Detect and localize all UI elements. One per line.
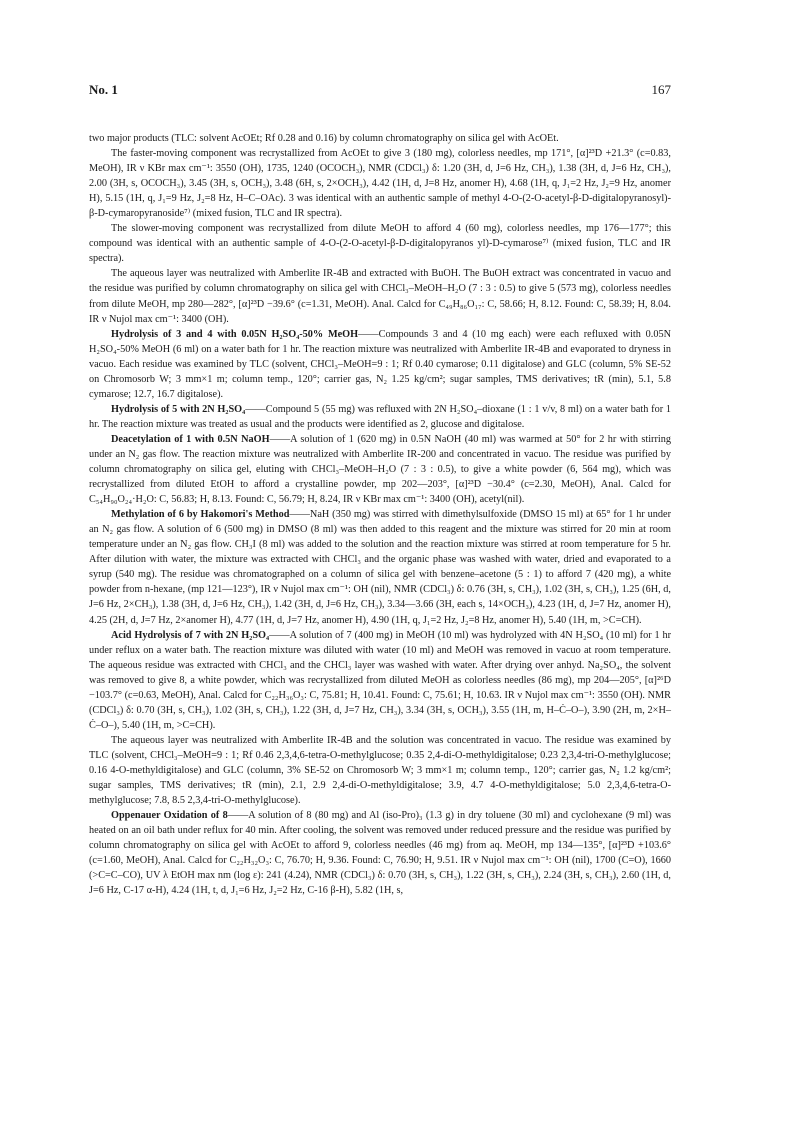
paragraph-text: two major products (TLC: solvent AcOEt; Rf 0.28 and 0.16) by column chromatography on silica gel with AcOEt. [89,133,559,144]
paragraph-heading: Hydrolysis of 3 and 4 with 0.05N H₂SO₄-50% MeOH [111,328,359,340]
paragraph-text: The aqueous layer was neutralized with Amberlite IR-4B and the solution was concentrated in vacuo. The residue was examined by TLC (solvent, CHCl₃–MeOH=9 : 1; Rf 0.46 2,3,4,6-tetra-O-methylglucose; 0.35 2,4-di-O-methyldigitalose; 0.23 2,3,4-tri-O-methylglucose; 0.16 4-O-methyldigitalose) and GLC (column, 3% SE-52 on Chromosorb W; 3 mm×1 m; column temp., 120°; carrier gas, N₂ 1.2 kg/cm²; sugar samples, TMS derivatives; tR (min), 2.1, 2.9 2,4-di-O-methyldigitalose; 3.9, 4.7 4-O-methyldigitalose; 5.0 2,3,4,6-tetra-O-methylglucose; 7.8, 8.5 2,3,4-tri-O-methylglucose). [89,734,671,807]
paragraph-text: ——NaH (350 mg) was stirred with dimethylsulfoxide (DMSO 15 ml) at 65° for 1 hr under an N₂ gas flow. A solution of 6 (500 mg) in DMSO (8 ml) was then added to this reagent and the mixture was stirred for 20 min at room temperature under an N₂ gas flow. CH₃I (8 ml) was added to the solution and the reaction mixture was stirred at room temperature for 5 hr. After dilution with water, the mixture was extracted with CHCl₃ and the organic phase was washed with water, dried and evaporated to a syrup (540 mg). The residue was chromatographed on a column of silica gel with benzene–acetone (5 : 1) to afford 7 (420 mg), a white powder from n-hexane, (mp 121—123°), IR ν Nujol max cm⁻¹: OH (nil), NMR (CDCl₃) δ: 0.76 (3H, s, CH₃), 1.02 (3H, s, CH₃), 1.25 (6H, d, J=6 Hz, 2×CH₃), 1.38 (3H, d, J=6 Hz, CH₃), 1.42 (3H, d, J=6 Hz, CH₃), 3.34—3.66 (3H, each s, 14×OCH₃), 4.23 (1H, d, J=7 Hz, anomer H), 4.25 (2H, d, J=7 Hz, 2×anomer H), 4.77 (1H, d, J=7 Hz, anomer H), 4.90 (1H, q, J₁=2 Hz, J₂=8 Hz, anomer H), 5.40 (1H, m, >C=CH). [89,509,671,626]
running-head [89,82,671,100]
paragraph [89,808,671,898]
experimental-body-text [89,131,671,898]
paragraph-text: The aqueous layer was neutralized with Amberlite IR-4B and extracted with BuOH. The BuOH extract was concentrated in vacuo and the residue was purified by column chromatography on silica gel with CHCl₃–MeOH–H₂O (7 : 3 : 0.5) to give 5 (573 mg), colorless needles from dilute MeOH, mp 280—282°, [α]²³D −39.6° (c=1.31, MeOH). Anal. Calcd for C₄₉H₈₆O₁₇: C, 58.66; H, 8.12. Found: C, 58.39; H, 8.04. IR ν Nujol max cm⁻¹: 3400 (OH). [89,268,671,325]
paragraph [89,432,671,507]
paragraph [89,733,671,808]
paragraph-heading: Methylation of 6 by Hakomori's Method [111,509,290,521]
paragraph-heading: Oppenauer Oxidation of 8 [111,810,228,822]
paragraph-heading: Hydrolysis of 5 with 2N H₂SO₄ [111,403,246,415]
page-number: 167 [651,82,671,97]
paragraph [89,131,671,146]
paragraph [89,266,671,326]
paragraph [89,146,671,221]
paragraph [89,628,671,733]
paragraph-heading: Acid Hydrolysis of 7 with 2N H₂SO₄ [111,629,270,641]
paragraph [89,327,671,402]
paragraph-text: ——A solution of 8 (80 mg) and Al (iso-Pro)₃ (1.3 g) in dry toluene (30 ml) and cyclohexane (9 ml) was heated on an oil bath under reflux for 40 min. After cooling, the solvent was removed under reduced pressure and the residue was purified by column chromatography on silica gel with AcOEt to afford 9, colorless needles (46 mg) from aq. MeOH, mp 134—135°, [α]²³D +103.6° (c=1.60, MeOH), Anal. Calcd for C₂₂H₃₂O₃: C, 76.70; H, 9.36. Found: C, 76.90; H, 9.51. IR ν Nujol max cm⁻¹: OH (nil), 1700 (C=O), 1660 (>C=C–CO), UV λ EtOH max nm (log ε): 241 (4.24), NMR (CDCl₃) δ: 0.70 (3H, s, CH₃), 1.22 (3H, s, CH₃), 2.24 (3H, s, CH₃), 2.60 (1H, d, J=6 Hz, C-17 α-H), 4.24 (1H, t, d, J₁=6 Hz, J₂=2 Hz, C-16 β-H), 5.82 (1H, s, [89,810,672,897]
paragraph-text: The slower-moving component was recrystallized from dilute MeOH to afford 4 (60 mg), colorless needles, mp 176—177°; this compound was identical with an authentic sample of 4-O-(2-O-acetyl-β-D-digitalopyranos yl)-D-cymarose⁷⁾ (mixed fusion, TLC and IR spectra). [89,223,671,265]
paragraph-heading: Deacetylation of 1 with 0.5N NaOH [111,433,270,445]
paragraph-text: ——Compound 5 (55 mg) was refluxed with 2N H₂SO₄–dioxane (1 : 1 v/v, 8 ml) on a water bath for 1 hr. The reaction mixture was treated as usual and the products were identified as 2, glucose and digitalose. [89,403,671,430]
paragraph-text: The faster-moving component was recrystallized from AcOEt to give 3 (180 mg), colorless needles, mp 171°, [α]²³D +21.3° (c=0.83, MeOH), IR ν KBr max cm⁻¹: 3550 (OH), 1735, 1240 (OCOCH₃), NMR (CDCl₃) δ: 1.20 (3H, d, J=6 Hz, CH₃), 1.38 (3H, d, J=6 Hz, CH₃), 2.00 (3H, s, OCOCH₃), 3.45 (3H, s, OCH₃), 3.48 (6H, s, 2×OCH₃), 4.42 (1H, d, J=8 Hz, anomer H), 4.68 (1H, q, J₁=2 Hz, J₂=9 Hz, anomer H), 5.15 (1H, q, J₁=9 Hz, J₂=8 Hz, H–C–OAc). 3 was identical with an authentic sample of methyl 4-O-(2-O-acetyl-β-D-digitalopyranosyl)-β-D-cymaropyranoside⁷⁾ (mixed fusion, TLC and IR spectra). [89,148,671,220]
paragraph [89,402,671,432]
paragraph [89,221,671,266]
paragraph-text: ——A solution of 7 (400 mg) in MeOH (10 ml) was hydrolyzed with 4N H₂SO₄ (10 ml) for 1 hr under reflux on a water bath. The reaction mixture was diluted with water (10 ml) and MeOH was removed in vacuo at room temperature. The aqueous residue was extracted with CHCl₃ and the CHCl₃ layer was washed with water. After drying over anhyd. Na₂SO₄, the solvent was removed to give 8, a white powder, which was recrystallized from diluted MeOH as colorless needles (86 mg), mp 204—205°, [α]²⁶D −103.7° (c=0.63, MeOH), Anal. Calcd for C₂₂H₃₆O₃: C, 75.81; H, 10.41. Found: C, 75.61; H, 10.63. IR ν Nujol max cm⁻¹: 3550 (OH). NMR (CDCl₃) δ: 0.70 (3H, s, CH₃), 1.02 (3H, s, CH₃), 1.22 (3H, d, J=7 Hz, CH₃), 3.34 (3H, s, OCH₃), 3.55 (1H, m, H–Ċ–O–), 3.90 (2H, m, 2×H–Ċ–O–), 5.40 (1H, m, >C=CH). [89,629,671,731]
paragraph-text: ——A solution of 1 (620 mg) in 0.5N NaOH (40 ml) was warmed at 50° for 2 hr with stirring under an N₂ gas flow. The reaction mixture was neutralized with Amberlite IR-200 and concentrated in vacuo. The residue was purified by column chromatography on silica gel, eluting with CHCl₃–MeOH–H₂O (7 : 3 : 0.5), to give a white powder (6, 564 mg), which was recrystallized from diluted EtOH to afford a crystalline powder, mp 202—203°, [α]²³D −30.4° (c=2.30, MeOH), Anal. Calcd for C₅₄H₉₀O₂₄·H₂O: C, 56.83; H, 8.13. Found: C, 56.79; H, 8.24, IR ν KBr max cm⁻¹: 3400 (OH), acetyl(nil). [89,433,671,506]
paragraph [89,507,671,627]
issue-number: No. 1 [89,82,118,97]
paragraph-text: ——Compounds 3 and 4 (10 mg each) were each refluxed with 0.05N H₂SO₄-50% MeOH (6 ml) on a water bath for 1 hr. The reaction mixture was neutralized with Amberlite IR-4B and evaporated to dryness in vacuo. Each residue was examined by TLC (solvent, CHCl₃–MeOH=9 : 1; Rf 0.40 cymarose; 0.11 digitalose) and GLC (column, 5% SE-52 on Chromosorb W; 3 mm×1 m; column temp., 120°; carrier gas, N₂ 1.25 kg/cm²; sugar samples, TMS derivatives; tR (min), 5.1, 5.8 cymarose; 12.7, 16.7 digitalose). [89,328,672,400]
